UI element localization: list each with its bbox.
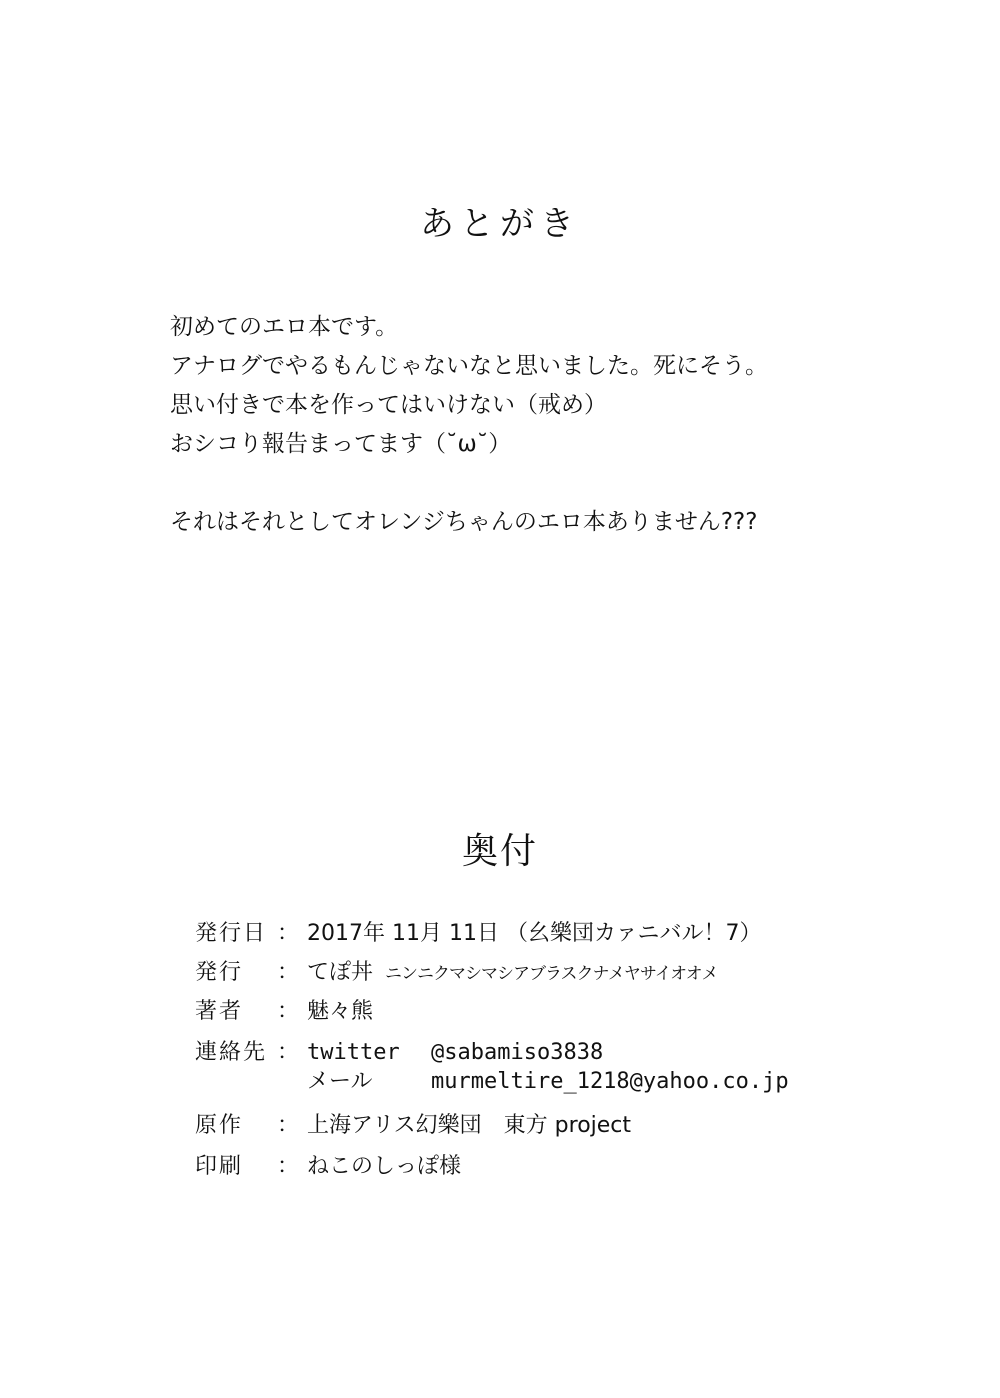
afterword-line-2: アナログでやるもんじゃないなと思いました。死にそう。	[170, 353, 768, 379]
issue-date-colon: ：	[277, 921, 300, 946]
author-label: 著者	[195, 999, 244, 1024]
afterword-title: あとがき	[420, 204, 580, 244]
twitter-label: twitter	[307, 1040, 400, 1065]
mail-address: murmeltire_1218@yahoo.co.jp	[431, 1069, 789, 1094]
contact-label: 連絡先	[195, 1040, 268, 1065]
mail-label: メール	[307, 1069, 373, 1094]
twitter-handle: @sabamiso3838	[431, 1040, 604, 1065]
colophon-title: 奥付	[461, 831, 538, 872]
original-value: 上海アリス幻樂団 東方 project	[307, 1113, 632, 1138]
publisher-extra: ニンニクマシマシアブラスクナメヤサイオオメ	[385, 964, 718, 984]
publisher-value: てぽ丼	[307, 960, 374, 985]
author-colon: ：	[277, 999, 300, 1024]
original-colon: ：	[277, 1113, 300, 1138]
issue-date-value: 2017年 11月 11日 （幺樂団カァニバル！7）	[307, 921, 762, 946]
afterword-line-6: それはそれとしてオレンジちゃんのエロ本ありません???	[170, 509, 758, 535]
publisher-label: 発行	[195, 960, 244, 985]
afterword-line-3: 思い付きで本を作ってはいけない（戒め）	[170, 392, 607, 418]
original-label: 原作	[195, 1113, 244, 1138]
issue-date-label: 発行日	[195, 921, 268, 946]
author-value: 魅々熊	[307, 999, 374, 1024]
publisher-colon: ：	[277, 960, 300, 985]
publisher-value-group	[307, 962, 717, 984]
afterword-line-4: おシコり報告まってます（˘ω˘）	[170, 431, 512, 457]
printing-value: ねこのしっぽ様	[307, 1154, 462, 1179]
contact-colon: ：	[277, 1040, 300, 1065]
afterword-line-1: 初めてのエロ本です。	[170, 314, 399, 340]
printing-label: 印刷	[195, 1154, 244, 1179]
printing-colon: ：	[277, 1154, 300, 1179]
